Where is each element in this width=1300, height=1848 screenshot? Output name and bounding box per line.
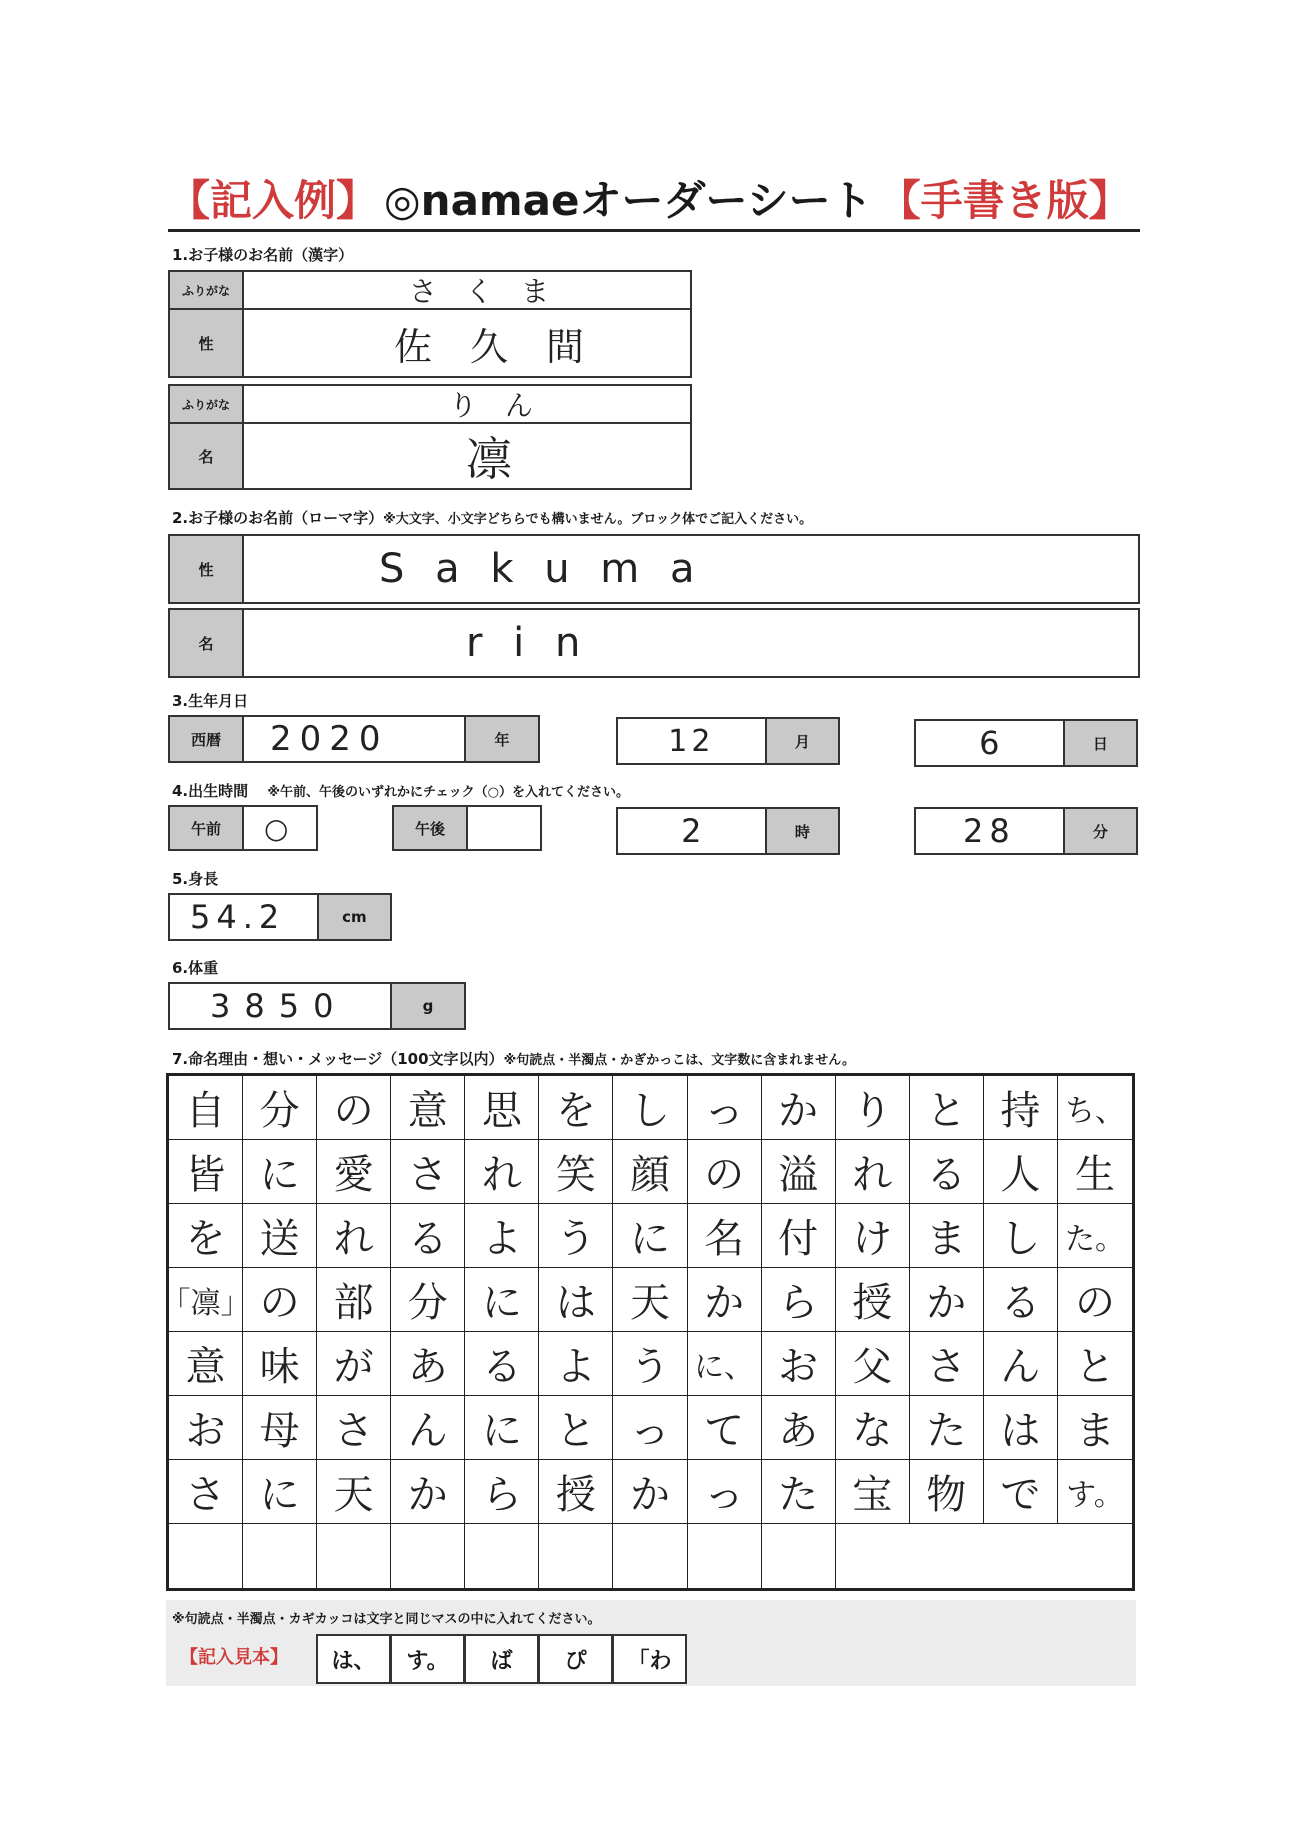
grid-cell[interactable]: ま xyxy=(910,1204,984,1268)
section7-heading xyxy=(172,1048,855,1069)
grid-cell[interactable]: 持 xyxy=(984,1076,1058,1140)
sei-furigana-field[interactable]: さ く ま xyxy=(242,270,692,310)
grid-cell[interactable]: の xyxy=(688,1140,762,1204)
grid-cell[interactable]: ま xyxy=(1058,1396,1132,1460)
am-checkbox[interactable]: ○ xyxy=(242,805,318,851)
grid-cell[interactable] xyxy=(243,1524,317,1588)
mei-kanji-field[interactable]: 凛 xyxy=(242,422,692,490)
birth-minute-field[interactable]: 28 xyxy=(914,807,1065,855)
grid-cell[interactable]: す。 xyxy=(1058,1460,1132,1524)
grid-cell[interactable]: ら xyxy=(465,1460,539,1524)
grid-cell[interactable]: 笑 xyxy=(539,1140,613,1204)
grid-cell[interactable]: っ xyxy=(613,1396,687,1460)
title-underline xyxy=(168,229,1140,232)
birth-day-group xyxy=(914,719,1138,767)
grid-cell[interactable]: の xyxy=(243,1268,317,1332)
birth-day-field[interactable]: 6 xyxy=(914,719,1065,767)
grid-cell[interactable]: り xyxy=(836,1076,910,1140)
sei-furigana-row xyxy=(168,270,692,310)
romaji-sei-label: 性 xyxy=(168,534,244,604)
grid-cell[interactable]: っ xyxy=(688,1076,762,1140)
grid-cell[interactable]: 付 xyxy=(762,1204,836,1268)
mei-label: 名 xyxy=(168,422,244,490)
grid-cell[interactable]: は xyxy=(984,1396,1058,1460)
sample-cell: 「わ xyxy=(612,1634,687,1684)
minute-label: 分 xyxy=(1063,807,1138,855)
grid-cell[interactable]: 分 xyxy=(243,1076,317,1140)
grid-cell[interactable]: た xyxy=(910,1396,984,1460)
birth-hour-field[interactable]: 2 xyxy=(616,807,767,855)
page-title xyxy=(168,168,1140,226)
grid-cell[interactable] xyxy=(688,1524,762,1588)
section4-note: ※午前、午後のいずれかにチェック（○）を入れてください。 xyxy=(267,785,629,800)
romaji-sei-field[interactable]: S a k u m a xyxy=(242,534,1140,604)
grid-cell[interactable] xyxy=(391,1524,465,1588)
mei-kanji-row xyxy=(168,422,692,490)
grid-cell[interactable]: 天 xyxy=(613,1268,687,1332)
grid-cell[interactable]: ん xyxy=(391,1396,465,1460)
weight-unit: g xyxy=(390,982,466,1030)
section6-heading: 6.体重 xyxy=(172,959,219,977)
pm-checkbox[interactable] xyxy=(466,805,542,851)
grid-cell[interactable]: 部 xyxy=(317,1268,391,1332)
grid-cell[interactable]: る xyxy=(391,1204,465,1268)
grid-cell[interactable]: を xyxy=(169,1204,243,1268)
grid-cell[interactable]: あ xyxy=(762,1396,836,1460)
grid-cell[interactable]: で xyxy=(984,1460,1058,1524)
section2-heading xyxy=(172,507,812,528)
grid-cell[interactable]: か xyxy=(688,1268,762,1332)
grid-cell[interactable]: 溢 xyxy=(762,1140,836,1204)
footer-note: ※句読点・半濁点・カギカッコは文字と同じマスの中に入れてください。 xyxy=(172,1612,601,1627)
grid-cell[interactable]: れ xyxy=(836,1140,910,1204)
birth-month-group xyxy=(616,717,840,765)
grid-cell[interactable]: さ xyxy=(910,1332,984,1396)
sei-kanji-field[interactable]: 佐 久 間 xyxy=(242,308,692,378)
grid-cell[interactable]: な xyxy=(836,1396,910,1460)
grid-cell[interactable]: る xyxy=(984,1268,1058,1332)
grid-cell[interactable]: 愛 xyxy=(317,1140,391,1204)
title-example-tag: 【記入例】 xyxy=(168,176,379,225)
grid-cell[interactable]: さ xyxy=(317,1396,391,1460)
grid-cell[interactable]: と xyxy=(910,1076,984,1140)
grid-cell[interactable]: れ xyxy=(465,1140,539,1204)
grid-cell[interactable]: 授 xyxy=(836,1268,910,1332)
grid-cell[interactable] xyxy=(836,1524,1132,1588)
height-unit: cm xyxy=(317,893,392,941)
grid-cell[interactable]: 意 xyxy=(391,1076,465,1140)
grid-cell[interactable]: は xyxy=(539,1268,613,1332)
grid-cell[interactable]: よ xyxy=(465,1204,539,1268)
grid-cell[interactable]: に xyxy=(243,1460,317,1524)
sei-kanji-row xyxy=(168,308,692,378)
section4-heading xyxy=(172,780,629,801)
grid-cell[interactable]: 生 xyxy=(1058,1140,1132,1204)
grid-cell[interactable]: 意 xyxy=(169,1332,243,1396)
weight-group xyxy=(168,982,468,1030)
height-group xyxy=(168,893,392,941)
pm-group xyxy=(392,805,542,851)
furigana-label: ふりがな xyxy=(168,270,244,310)
grid-cell[interactable]: 名 xyxy=(688,1204,762,1268)
grid-cell[interactable]: お xyxy=(169,1396,243,1460)
grid-cell[interactable]: 天 xyxy=(317,1460,391,1524)
title-main: ◎namaeオーダーシート xyxy=(384,176,873,225)
mei-furigana-row xyxy=(168,384,692,424)
grid-cell[interactable]: か xyxy=(391,1460,465,1524)
grid-cell[interactable]: 物 xyxy=(910,1460,984,1524)
birth-hour-group xyxy=(616,807,840,855)
section4-title: 4.出生時間 xyxy=(172,782,249,800)
sample-cell: す。 xyxy=(390,1634,465,1684)
section7-title: 7.命名理由・想い・メッセージ（100文字以内） xyxy=(172,1050,504,1068)
era-label: 西暦 xyxy=(168,715,244,763)
message-grid[interactable] xyxy=(160,1073,1135,1591)
section3-heading: 3.生年月日 xyxy=(172,692,249,710)
grid-cell[interactable]: 自 xyxy=(169,1076,243,1140)
month-label: 月 xyxy=(765,717,840,765)
grid-cell[interactable]: の xyxy=(1058,1268,1132,1332)
grid-cell[interactable]: ち、 xyxy=(1058,1076,1132,1140)
sei-label: 性 xyxy=(168,308,244,378)
grid-cell[interactable]: お xyxy=(762,1332,836,1396)
romaji-sei-row xyxy=(168,534,1140,604)
grid-cell[interactable]: ら xyxy=(762,1268,836,1332)
sample-cell: は、 xyxy=(316,1634,391,1684)
romaji-mei-field[interactable]: r i n xyxy=(242,608,1140,678)
grid-cell[interactable]: け xyxy=(836,1204,910,1268)
height-field[interactable]: 54.2 xyxy=(168,893,319,941)
grid-cell[interactable]: し xyxy=(984,1204,1058,1268)
grid-cell[interactable] xyxy=(762,1524,836,1588)
romaji-mei-label: 名 xyxy=(168,608,244,678)
grid-cell[interactable]: か xyxy=(762,1076,836,1140)
day-label: 日 xyxy=(1063,719,1138,767)
birth-month-field[interactable]: 12 xyxy=(616,717,767,765)
grid-cell[interactable]: に xyxy=(465,1268,539,1332)
grid-cell[interactable]: 父 xyxy=(836,1332,910,1396)
grid-cell[interactable]: 「凛」 xyxy=(169,1268,243,1332)
section2-title: 2.お子様のお名前（ローマ字） xyxy=(172,509,384,527)
am-group xyxy=(168,805,318,851)
grid-cell[interactable] xyxy=(317,1524,391,1588)
grid-cell[interactable]: の xyxy=(317,1076,391,1140)
mei-furigana-field[interactable]: り ん xyxy=(242,384,692,424)
hour-label: 時 xyxy=(765,807,840,855)
grid-cell[interactable]: 顔 xyxy=(613,1140,687,1204)
birth-year-group xyxy=(168,715,542,763)
grid-cell[interactable]: と xyxy=(539,1396,613,1460)
weight-field[interactable]: 3850 xyxy=(168,982,392,1030)
grid-cell[interactable]: あ xyxy=(391,1332,465,1396)
birth-minute-group xyxy=(914,807,1138,855)
grid-cell[interactable]: に xyxy=(465,1396,539,1460)
grid-cell[interactable]: さ xyxy=(169,1460,243,1524)
grid-cell[interactable]: た xyxy=(762,1460,836,1524)
grid-cell[interactable]: っ xyxy=(688,1460,762,1524)
grid-cell[interactable]: に xyxy=(613,1204,687,1268)
grid-cell[interactable]: う xyxy=(539,1204,613,1268)
title-handwritten-tag: 【手書き版】 xyxy=(878,176,1131,225)
grid-cell[interactable]: と xyxy=(1058,1332,1132,1396)
grid-cell[interactable]: か xyxy=(910,1268,984,1332)
grid-cell[interactable]: ん xyxy=(984,1332,1058,1396)
grid-cell[interactable]: 皆 xyxy=(169,1140,243,1204)
sample-label: 【記入見本】 xyxy=(180,1647,288,1668)
am-label: 午前 xyxy=(168,805,244,851)
grid-cell[interactable]: て xyxy=(688,1396,762,1460)
grid-cell[interactable]: う xyxy=(613,1332,687,1396)
grid-cell[interactable]: か xyxy=(613,1460,687,1524)
section5-heading: 5.身長 xyxy=(172,870,219,888)
grid-cell[interactable] xyxy=(539,1524,613,1588)
grid-cell[interactable]: 母 xyxy=(243,1396,317,1460)
furigana-label: ふりがな xyxy=(168,384,244,424)
grid-cell[interactable] xyxy=(613,1524,687,1588)
grid-cell[interactable]: 宝 xyxy=(836,1460,910,1524)
romaji-mei-row xyxy=(168,608,1140,678)
grid-cell[interactable]: を xyxy=(539,1076,613,1140)
grid-cell[interactable]: 分 xyxy=(391,1268,465,1332)
grid-cell[interactable]: 思 xyxy=(465,1076,539,1140)
grid-cell[interactable]: に xyxy=(243,1140,317,1204)
pm-label: 午後 xyxy=(392,805,468,851)
grid-cell[interactable]: さ xyxy=(391,1140,465,1204)
section2-note: ※大文字、小文字どちらでも構いません。ブロック体でご記入ください。 xyxy=(383,512,813,527)
grid-cell[interactable]: 人 xyxy=(984,1140,1058,1204)
grid-cell[interactable] xyxy=(465,1524,539,1588)
birth-year-field[interactable]: 2020 xyxy=(242,715,466,763)
grid-cell[interactable]: 送 xyxy=(243,1204,317,1268)
grid-cell[interactable]: が xyxy=(317,1332,391,1396)
section7-note: ※句読点・半濁点・かぎかっこは、文字数に含まれません。 xyxy=(503,1053,855,1068)
grid-cell[interactable]: る xyxy=(910,1140,984,1204)
grid-cell[interactable]: れ xyxy=(317,1204,391,1268)
grid-cell[interactable]: に、 xyxy=(688,1332,762,1396)
grid-cell[interactable]: 授 xyxy=(539,1460,613,1524)
sample-cell: ぴ xyxy=(538,1634,613,1684)
year-label: 年 xyxy=(464,715,540,763)
grid-cell[interactable]: た。 xyxy=(1058,1204,1132,1268)
grid-cell[interactable]: し xyxy=(613,1076,687,1140)
grid-cell[interactable]: 味 xyxy=(243,1332,317,1396)
grid-cell[interactable]: よ xyxy=(539,1332,613,1396)
grid-cell[interactable]: る xyxy=(465,1332,539,1396)
section1-heading: 1.お子様のお名前（漢字） xyxy=(172,246,354,264)
sample-cell: ば xyxy=(464,1634,539,1684)
grid-cell[interactable] xyxy=(169,1524,243,1588)
